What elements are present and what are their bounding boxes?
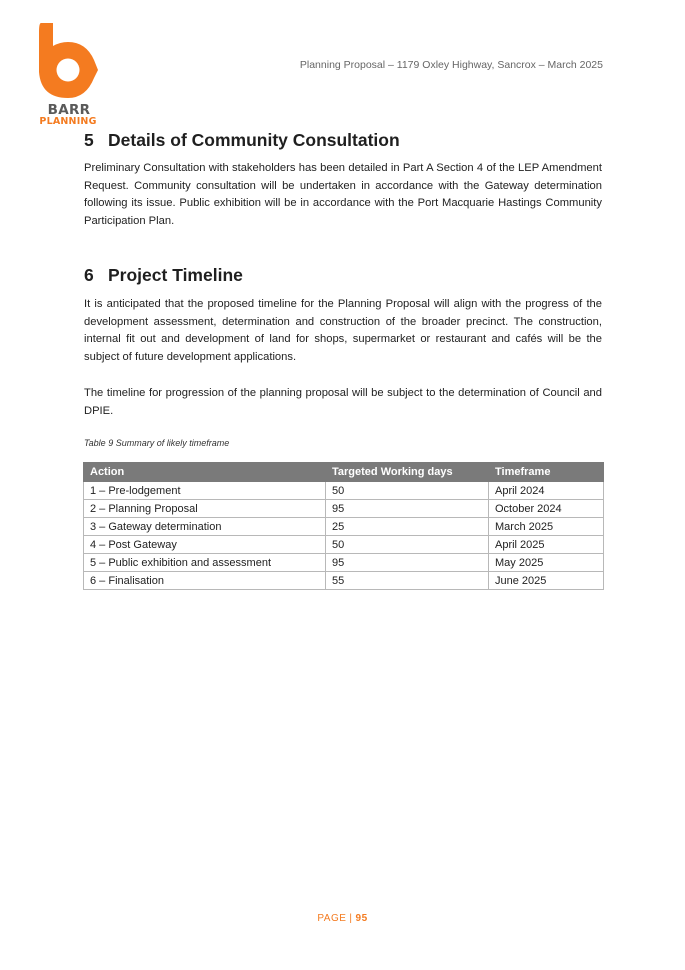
column-header-action: Action bbox=[84, 463, 326, 482]
cell-timeframe: October 2024 bbox=[489, 500, 604, 518]
section-5-title: Details of Community Consultation bbox=[108, 130, 400, 150]
section-6-title: Project Timeline bbox=[108, 265, 243, 285]
footer-separator: | bbox=[349, 913, 353, 924]
section-5-number: 5 bbox=[84, 130, 94, 150]
table-row bbox=[84, 500, 604, 518]
footer-page-label: PAGE bbox=[317, 913, 347, 924]
running-header: Planning Proposal – 1179 Oxley Highway, Sancrox – March 2025 bbox=[299, 59, 603, 71]
page-footer bbox=[0, 913, 685, 924]
table-row bbox=[84, 518, 604, 536]
column-header-working-days: Targeted Working days bbox=[326, 463, 489, 482]
section-5-paragraph: Preliminary Consultation with stakeholders has been detailed in Part A Section 4 of the LEP Amendment Request. Community consultation will be undertaken in accordance with the Gateway determination following its issue. Public exhibition will be in accordance with the Port Macquarie Hastings Community Participation Plan. bbox=[84, 162, 602, 228]
table-caption: Table 9 Summary of likely timeframe bbox=[84, 438, 230, 448]
cell-working-days: 25 bbox=[326, 518, 489, 536]
cell-timeframe: March 2025 bbox=[489, 518, 604, 536]
footer-page-number: 95 bbox=[355, 913, 368, 924]
section-6-heading bbox=[84, 264, 243, 286]
section-5-heading bbox=[84, 129, 400, 151]
cell-timeframe: May 2025 bbox=[489, 554, 604, 572]
cell-action: 4 – Post Gateway bbox=[84, 536, 326, 554]
logo-b-mark-icon bbox=[36, 20, 100, 102]
table-row bbox=[84, 482, 604, 500]
section-6-paragraph-2: The timeline for progression of the planning proposal will be subject to the determination of Council and DPIE. bbox=[84, 387, 602, 417]
section-6-paragraph-1: It is anticipated that the proposed timeline for the Planning Proposal will align with the progress of the development assessment, determination and construction of the broader precinct. The construction, internal fit out and development of land for shops, supermarket or restaurant and cafés will be the subject of future development applications. bbox=[84, 298, 602, 364]
table-row bbox=[84, 536, 604, 554]
cell-action: 3 – Gateway determination bbox=[84, 518, 326, 536]
cell-timeframe: June 2025 bbox=[489, 572, 604, 590]
logo-name-line2: PLANNING bbox=[39, 116, 97, 127]
table-header-row bbox=[84, 463, 604, 482]
cell-working-days: 95 bbox=[326, 554, 489, 572]
cell-timeframe: April 2025 bbox=[489, 536, 604, 554]
table-row bbox=[84, 554, 604, 572]
cell-action: 6 – Finalisation bbox=[84, 572, 326, 590]
cell-working-days: 50 bbox=[326, 536, 489, 554]
section-6-number: 6 bbox=[84, 265, 94, 285]
cell-action: 1 – Pre-lodgement bbox=[84, 482, 326, 500]
cell-working-days: 55 bbox=[326, 572, 489, 590]
column-header-timeframe: Timeframe bbox=[489, 463, 604, 482]
cell-timeframe: April 2024 bbox=[489, 482, 604, 500]
cell-action: 5 – Public exhibition and assessment bbox=[84, 554, 326, 572]
logo-name-line1: BARR bbox=[47, 102, 91, 118]
cell-working-days: 95 bbox=[326, 500, 489, 518]
barr-planning-logo bbox=[36, 20, 100, 128]
timeline-table bbox=[83, 462, 604, 590]
cell-action: 2 – Planning Proposal bbox=[84, 500, 326, 518]
table-row bbox=[84, 572, 604, 590]
cell-working-days: 50 bbox=[326, 482, 489, 500]
